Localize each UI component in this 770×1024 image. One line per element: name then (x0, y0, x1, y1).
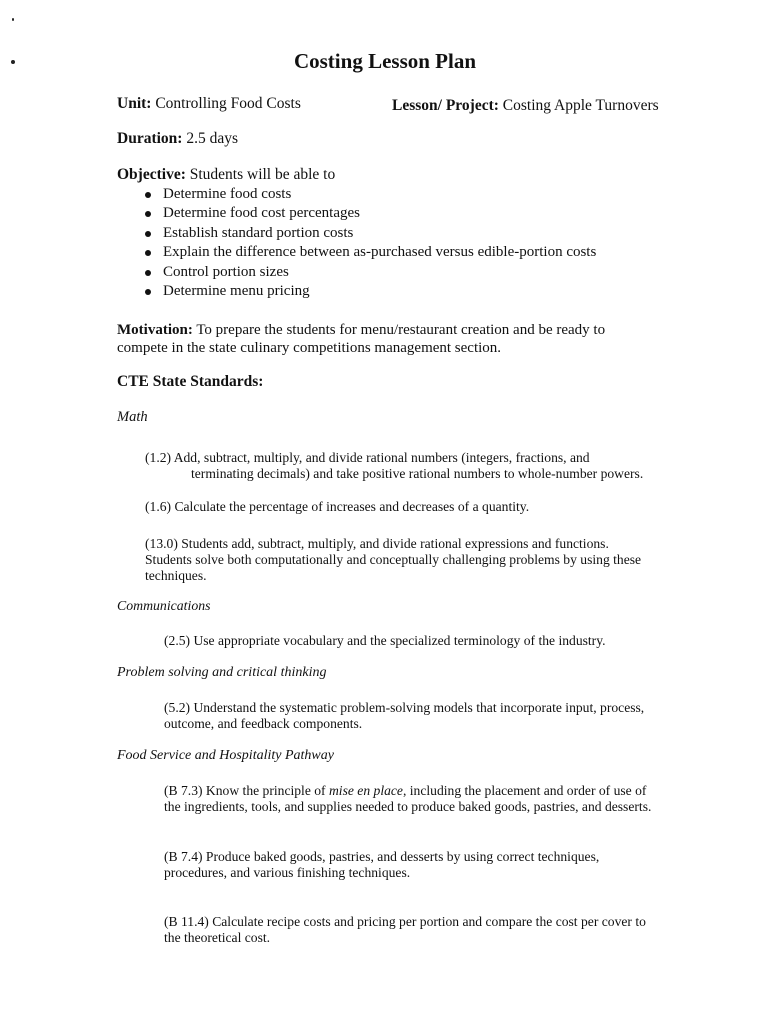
standard-b-7-4 (164, 849, 599, 881)
standard-text: , including the placement and order of use of (402, 783, 647, 798)
page-title: Costing Lesson Plan (293, 49, 477, 73)
section-heading-communications: Communications (117, 598, 211, 613)
objective-list (144, 185, 596, 301)
standard-text: the theoretical cost. (164, 930, 271, 945)
section-heading-problem-solving: Problem solving and critical thinking (117, 665, 327, 680)
motivation-paragraph (117, 321, 605, 357)
standard-b-11-4 (164, 914, 646, 946)
motivation-line2: compete in the state culinary competitions management section. (117, 340, 502, 356)
standard-text: (5.2) Understand the systematic problem-solving models that incorporate input, process, (164, 700, 645, 715)
standard-1-6: (1.6) Calculate the percentage of increases and decreases of a quantity. (145, 499, 530, 514)
duration-label: Duration: (117, 130, 183, 147)
motivation-label: Motivation: (117, 322, 193, 338)
standard-text: Students solve both computationally and conceptually challenging problems by using these (145, 552, 642, 567)
section-heading-food-service: Food Service and Hospitality Pathway (117, 748, 334, 763)
standards-heading: CTE State Standards: (117, 373, 264, 390)
standard-text: procedures, and various finishing techniques. (164, 865, 411, 880)
unit-line (117, 95, 301, 113)
standard-text: outcome, and feedback components. (164, 716, 363, 731)
lesson-value: Costing Apple Turnovers (502, 97, 659, 114)
objective-line (117, 166, 335, 184)
standard-13-0 (145, 536, 641, 584)
standard-text: techniques. (145, 568, 207, 583)
unit-label: Unit: (117, 95, 152, 112)
objective-intro: Students will be able to (189, 166, 336, 183)
standard-5-2 (164, 700, 644, 732)
standard-2-5: (2.5) Use appropriate vocabulary and the specialized terminology of the industry. (164, 633, 606, 648)
lesson-label: Lesson/ Project: (392, 97, 499, 114)
standard-emphasis: mise en place (328, 783, 403, 798)
objective-item: Determine food costs (144, 185, 596, 204)
duration-line (117, 130, 238, 148)
scan-speck (12, 18, 14, 21)
duration-value: 2.5 days (186, 130, 238, 147)
unit-value: Controlling Food Costs (155, 95, 301, 112)
standard-text: (B 7.4) Produce baked goods, pastries, and desserts by using correct techniques, (164, 849, 600, 864)
standard-text: (1.2) Add, subtract, multiply, and divide rational numbers (integers, fractions, and (145, 450, 590, 465)
lesson-line (392, 97, 659, 115)
standard-1-2 (145, 450, 643, 482)
standard-text: (13.0) Students add, subtract, multiply, and divide rational expressions and functions. (145, 536, 609, 551)
objective-item: Establish standard portion costs (144, 224, 596, 243)
standard-text: (B 11.4) Calculate recipe costs and pricing per portion and compare the cost per cover to (164, 914, 646, 929)
objective-item: Explain the difference between as-purchased versus edible-portion costs (144, 243, 596, 262)
section-heading-math: Math (117, 409, 148, 425)
objective-item: Determine menu pricing (144, 282, 596, 301)
standard-text: (B 7.3) Know the principle of (164, 783, 329, 798)
objective-item: Determine food cost percentages (144, 204, 596, 223)
standard-b-7-3 (164, 783, 651, 815)
motivation-line1: To prepare the students for menu/restaurant creation and be ready to (196, 322, 606, 338)
objective-label: Objective: (117, 166, 186, 183)
standard-text: the ingredients, tools, and supplies needed to produce baked goods, pastries, and desserts. (164, 799, 652, 814)
standard-text: terminating decimals) and take positive rational numbers to whole-number powers. (191, 466, 644, 481)
objective-item: Control portion sizes (144, 263, 596, 282)
